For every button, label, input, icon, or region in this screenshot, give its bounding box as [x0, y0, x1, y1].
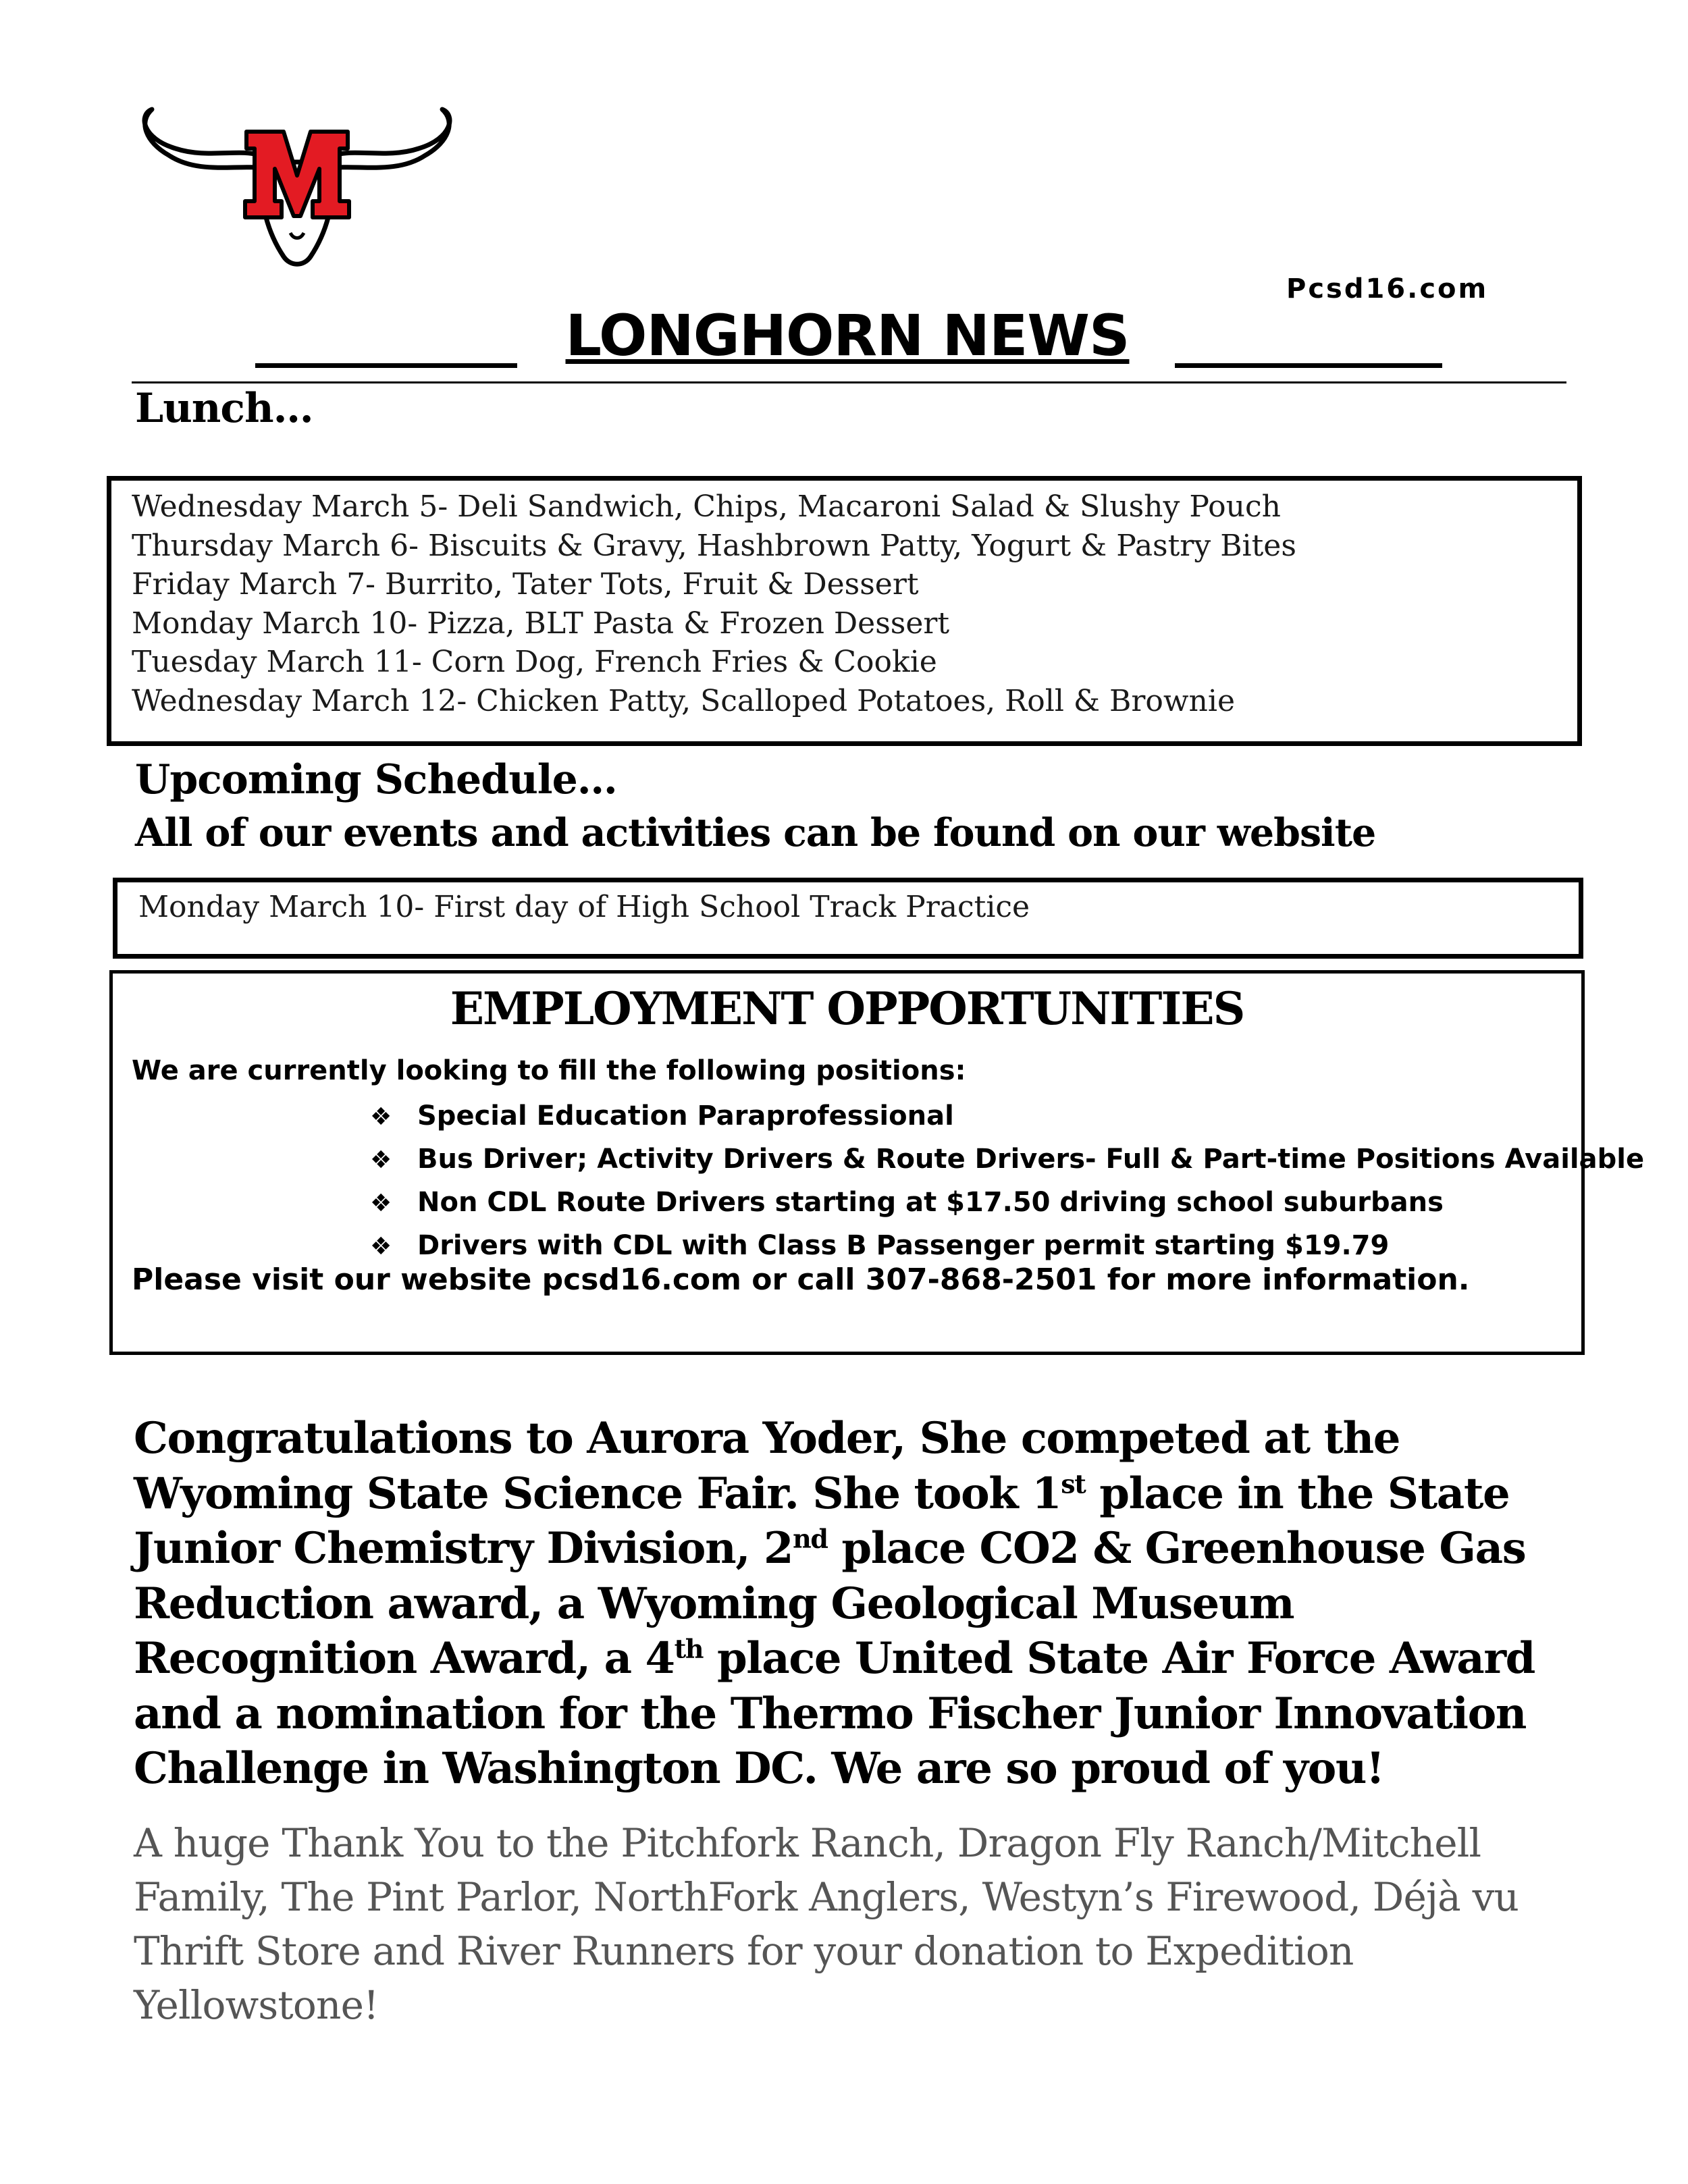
lunch-item: Wednesday March 5- Deli Sandwich, Chips, Macaroni Salad & Slushy Pouch: [132, 489, 1281, 524]
thank-you-paragraph: A huge Thank You to the Pitchfork Ranch, Dragon Fly Ranch/Mitchell Family, The Pint Parlor, NorthFork Anglers, Westyn’s Firewood, Déjà vu Thrift Store and River Runners for your donation to Expedition Yellowstone!: [134, 1820, 1519, 2028]
position-label: Bus Driver; Activity Drivers & Route Drivers- Full & Part-time Positions Available: [417, 1144, 1645, 1175]
masthead-rule-right: [1175, 363, 1442, 368]
congrats-text: place United State Air Force Award and a nomination for the Thermo Fischer Junior Innovation Challenge in Washington DC. We are so proud of you!: [134, 1633, 1535, 1794]
ordinal-suffix: st: [1061, 1468, 1086, 1499]
ordinal-suffix: th: [674, 1633, 704, 1664]
diamond-bullet-icon: ❖: [370, 1190, 392, 1217]
longhorn-logo: [138, 101, 456, 270]
schedule-heading: Upcoming Schedule…: [135, 756, 617, 803]
diamond-bullet-icon: ❖: [370, 1146, 392, 1174]
congrats-text: Congratulations to Aurora Yoder, She competed at the Wyoming State Science Fair. She took 1: [134, 1413, 1400, 1519]
masthead-rule-left: [255, 363, 517, 368]
ordinal-suffix: nd: [793, 1523, 828, 1554]
site-url: Pcsd16.com: [1286, 273, 1489, 304]
position-item: [370, 1095, 1644, 1138]
schedule-subheading: All of our events and activities can be found on our website: [135, 810, 1376, 855]
employment-title: EMPLOYMENT OPPORTUNITIES: [450, 982, 1244, 1035]
employment-contact: Please visit our website pcsd16.com or call 307-868-2501 for more information.: [132, 1262, 1470, 1297]
congrats-text: place in the State Junior Chemistry Division, 2: [134, 1468, 1510, 1574]
diamond-bullet-icon: ❖: [370, 1103, 392, 1131]
positions-list: [370, 1095, 1644, 1268]
congrats-text: place CO2 & Greenhouse Gas Reduction award, a Wyoming Geological Museum Recognition Award, a 4: [134, 1523, 1526, 1684]
employment-intro: We are currently looking to fill the following positions:: [132, 1055, 966, 1086]
lunch-menu-list: [132, 487, 1296, 720]
position-label: Special Education Paraprofessional: [417, 1100, 954, 1131]
schedule-item: Monday March 10- First day of High School Track Practice: [138, 890, 1030, 924]
lunch-item: Thursday March 6- Biscuits & Gravy, Hashbrown Patty, Yogurt & Pastry Bites: [132, 528, 1296, 563]
position-label: Drivers with CDL with Class B Passenger permit starting $19.79: [417, 1230, 1390, 1261]
lunch-item: Tuesday March 11- Corn Dog, French Fries & Cookie: [132, 645, 937, 679]
position-item: [370, 1225, 1644, 1268]
position-item: [370, 1181, 1644, 1225]
diamond-bullet-icon: ❖: [370, 1233, 392, 1260]
congratulations-paragraph: [134, 1411, 1585, 1796]
position-item: [370, 1138, 1644, 1181]
lunch-item: Wednesday March 12- Chicken Patty, Scalloped Potatoes, Roll & Brownie: [132, 683, 1235, 718]
lunch-item: Monday March 10- Pizza, BLT Pasta & Frozen Dessert: [132, 606, 950, 641]
position-label: Non CDL Route Drivers starting at $17.50 driving school suburbans: [417, 1187, 1444, 1218]
lunch-item: Friday March 7- Burrito, Tater Tots, Fruit & Dessert: [132, 567, 919, 602]
masthead-title: LONGHORN NEWS: [565, 302, 1130, 369]
lunch-heading: Lunch…: [135, 385, 313, 432]
header-divider: [132, 381, 1566, 383]
